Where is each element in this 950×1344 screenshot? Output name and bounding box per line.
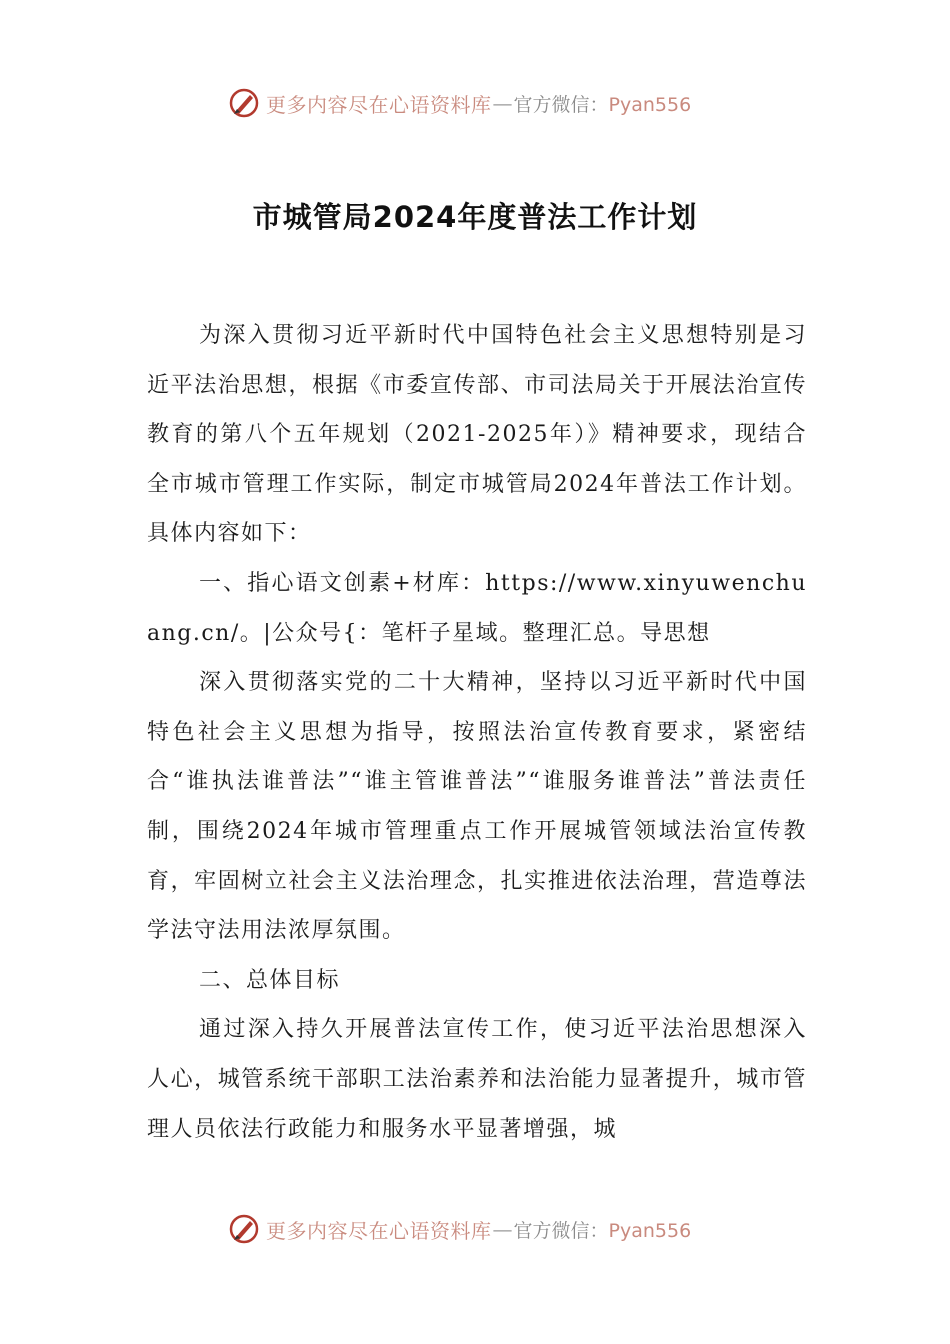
wechat-label-text: 官方微信：	[513, 93, 609, 116]
watermark-dash: —	[492, 91, 513, 115]
paragraph-intro: 为深入贯彻习近平新时代中国特色社会主义思想特别是习近平法治思想，根据《市委宣传部、市司法局关于开展法治宣传教育的第八个五年规划（2021-2025年）》精神要求，现结合全市城市管理工作实际，制定市城管局2024年普法工作计划。具体内容如下：	[147, 323, 807, 547]
pen-logo-icon	[228, 87, 260, 119]
section-heading-2: 二、总体目标	[199, 967, 341, 993]
paragraph-goals: 通过深入持久开展普法宣传工作，使习近平法治思想深入人心，城管系统干部职工法治素养和法治能力显著提升，城市管理人员依法行政能力和服务水平显著增强，城	[147, 1017, 807, 1142]
paragraph-guiding-thought: 深入贯彻落实党的二十大精神，坚持以习近平新时代中国特色社会主义思想为指导，按照法治宣传教育要求，紧密结合“谁执法谁普法”“谁主管谁普法”“谁服务谁普法”普法责任制，围绕2024年城市管理重点工作开展城管领域法治宣传教育，牢固树立社会主义法治理念，扎实推进依法治理，营造尊法学法守法用法浓厚氛围。	[147, 670, 807, 944]
wechat-label	[514, 1216, 692, 1243]
header-watermark	[228, 87, 691, 119]
wechat-label-text: 官方微信：	[513, 1219, 609, 1242]
wechat-label	[514, 90, 692, 117]
watermark-dash: —	[492, 1217, 513, 1241]
document-body	[147, 311, 807, 1154]
pen-logo-icon	[228, 1213, 260, 1245]
wechat-id: Pyan556	[608, 1219, 692, 1242]
wechat-id: Pyan556	[608, 93, 692, 116]
section-heading-1: 一、指心语文创素+材库：https://www.xinyuwenchuang.cn/。|公众号{：笔杆子星域。整理汇总。导思想	[147, 570, 807, 646]
watermark-text: 更多内容尽在心语资料库	[266, 92, 492, 117]
document-title: 市城管局2024年度普法工作计划	[252, 200, 698, 235]
footer-watermark	[228, 1213, 691, 1245]
watermark-text: 更多内容尽在心语资料库	[266, 1218, 492, 1243]
